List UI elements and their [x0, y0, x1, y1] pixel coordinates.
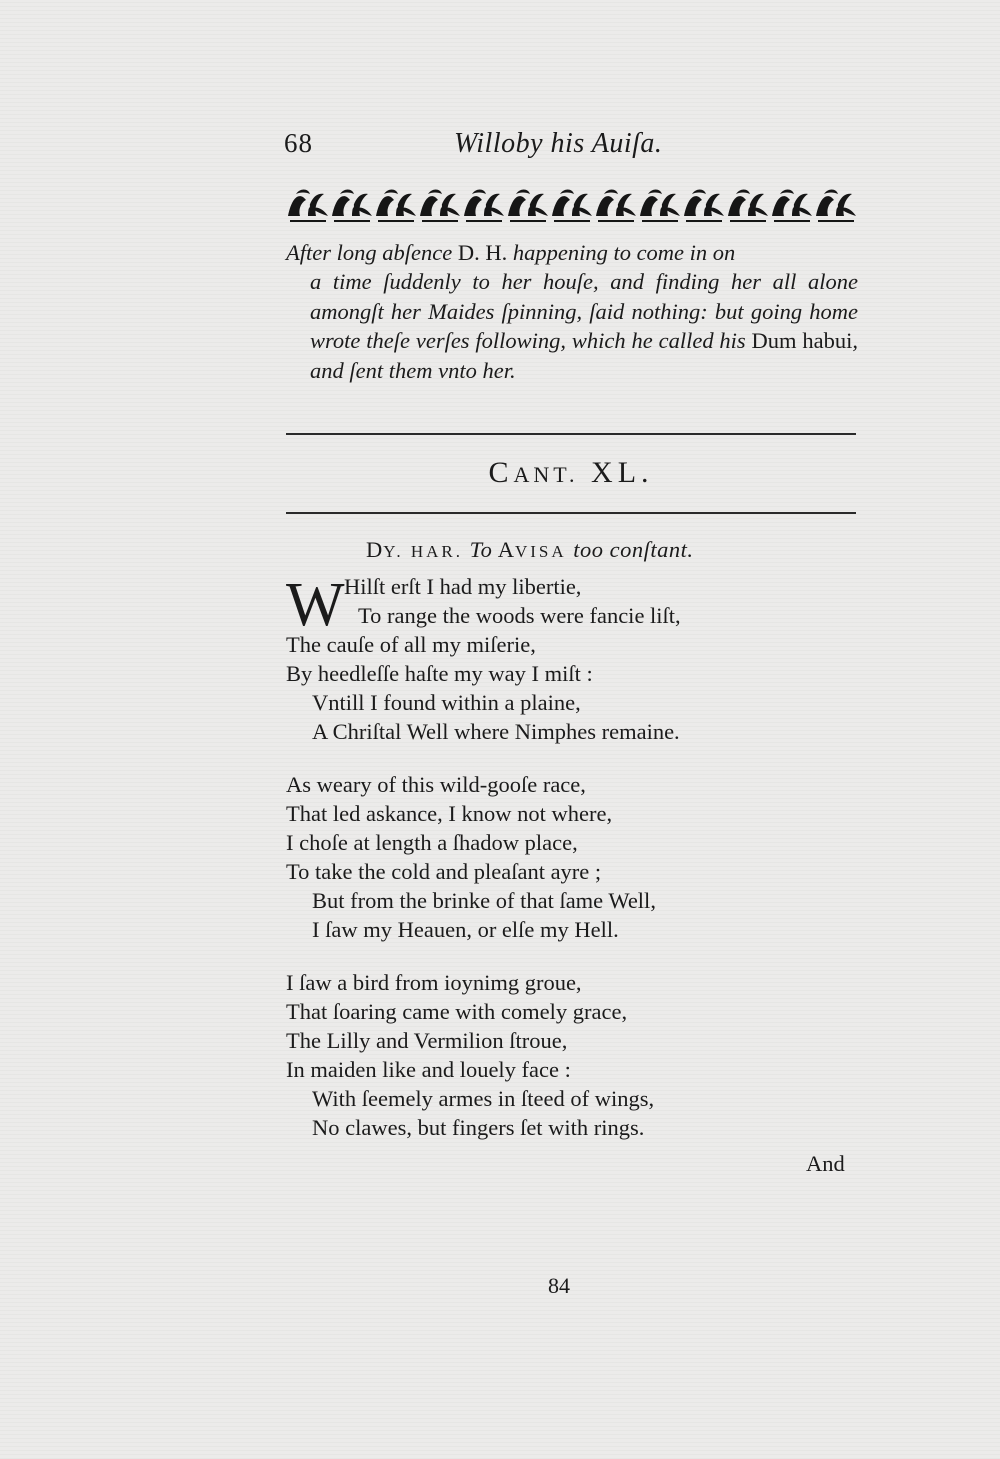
canto-prefix-cap: C — [488, 456, 514, 489]
canto-heading — [286, 456, 856, 490]
headnote-first-line — [286, 238, 858, 267]
headnote — [286, 238, 858, 385]
speaker-epithet: too conſtant. — [573, 537, 694, 562]
headnote-text: , and ſent them vnto her. — [310, 328, 858, 383]
poem-line: I ſaw a bird from ioynimg groue, — [286, 970, 582, 995]
divider-bottom — [286, 512, 856, 514]
poem-line: To range the woods were fancie liſt, — [358, 603, 681, 628]
addressee-cap: A — [497, 537, 515, 562]
running-title: Willoby his Auiſa. — [454, 128, 663, 159]
canto-numeral: XL. — [591, 456, 654, 489]
poem-line: That ſoaring came with comely grace, — [286, 999, 628, 1024]
poem-line: No clawes, but fingers ſet with rings. — [312, 1115, 645, 1140]
poem-line: The cauſe of all my miſerie, — [286, 632, 536, 657]
speaker-cap: D — [366, 537, 384, 562]
poem-line: With ſeemely armes in ſteed of wings, — [312, 1086, 655, 1111]
catchword: And — [806, 1151, 845, 1176]
running-head — [284, 128, 856, 164]
speaker-small: Y. H — [383, 542, 427, 561]
poem-line: I choſe at length a ſhadow place, — [286, 830, 578, 855]
poem-line: A Chriſtal Well where Nimphes remaine. — [312, 719, 680, 744]
signature-mark: 84 — [548, 1273, 570, 1298]
poem-line: I ſaw my Heauen, or elſe my Hell. — [312, 917, 619, 942]
stanza — [286, 572, 856, 752]
poem-title-reference: Dum habui — [751, 328, 853, 354]
poem-line: That led askance, I know not where, — [286, 801, 613, 826]
headnote-text: happening to come in on — [512, 240, 736, 265]
speaker-small: AR. — [426, 542, 463, 561]
drop-cap: W — [286, 571, 345, 639]
ornament-band-icon — [286, 186, 858, 224]
poem-line: To take the cold and pleaſant ayre ; — [286, 859, 602, 884]
stanza — [286, 968, 856, 1148]
poem-line: By heedleſſe haſte my way I miſt : — [286, 661, 593, 686]
addressee-small: VISA — [514, 542, 567, 561]
headnote-text: a time ſuddenly to her houſe, and finding her all alone amongſt her Maides ſpinning, ſaid nothing: but going home wrote theſe verſes following, which he called his — [310, 269, 858, 354]
poem-line: Hilſt erſt I had my libertie, — [344, 574, 582, 599]
canto-prefix-small: ANT. — [513, 462, 579, 487]
poem-line: But from the brinke of that ſame Well, — [312, 888, 656, 913]
stanza — [286, 770, 856, 950]
poem-line: As weary of this wild-gooſe race, — [286, 772, 586, 797]
speaker-line — [366, 537, 846, 563]
headnote-text: After long abſence — [286, 240, 453, 265]
initials: D. H. — [457, 240, 508, 265]
poem-line: In maiden like and louely face : — [286, 1057, 571, 1082]
page-number: 68 — [284, 128, 313, 158]
headnote-continuation — [286, 267, 858, 385]
speaker-to: To — [469, 537, 493, 562]
divider-top — [286, 433, 856, 435]
poem-line: The Lilly and Vermilion ſtroue, — [286, 1028, 568, 1053]
poem-line: Vntill I found within a plaine, — [312, 690, 581, 715]
